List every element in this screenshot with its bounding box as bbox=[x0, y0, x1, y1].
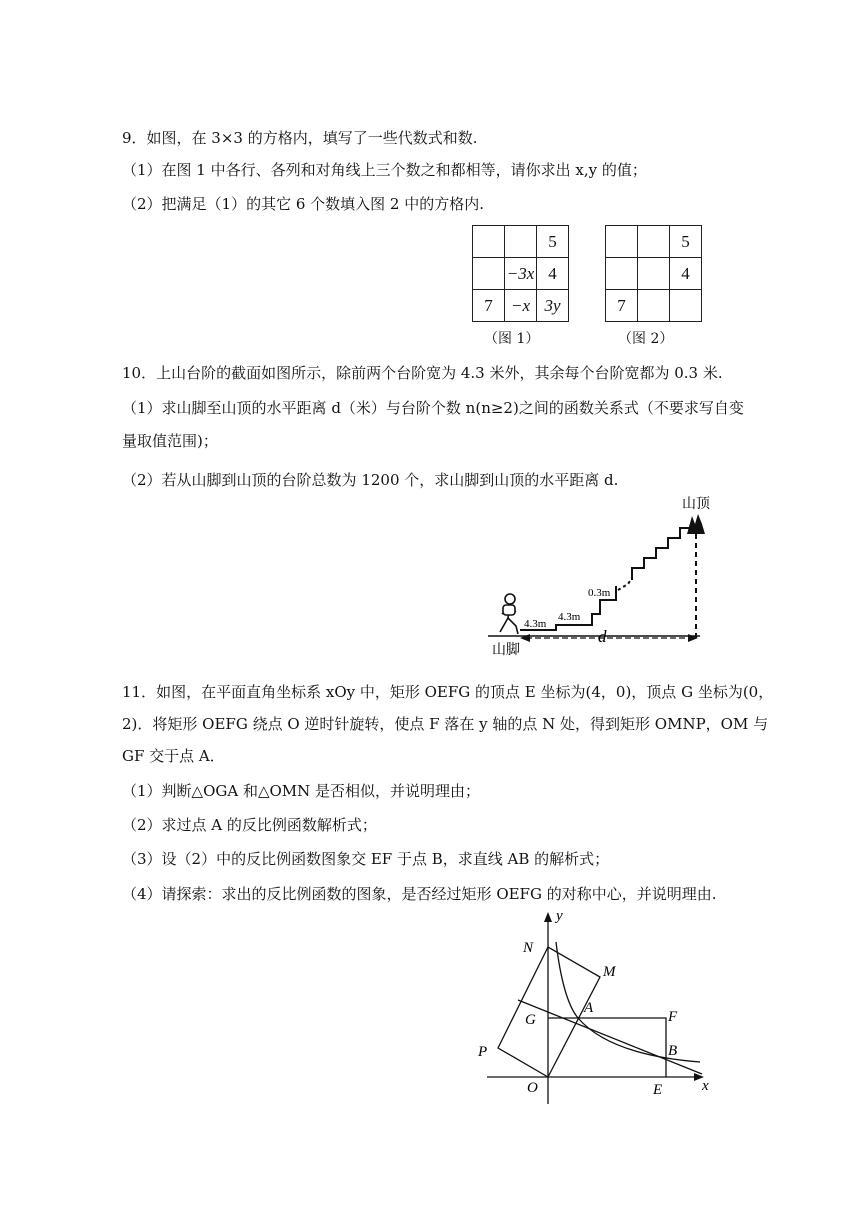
x-axis-label: x bbox=[702, 1078, 709, 1094]
fig1-cell: 7 bbox=[473, 290, 505, 322]
fig1-caption: （图 1） bbox=[484, 331, 540, 347]
point-p-label: P bbox=[478, 1044, 488, 1060]
point-b-label: B bbox=[668, 1043, 678, 1059]
fig2-cell: 7 bbox=[606, 290, 638, 322]
q11-title-cont2: GF 交于点 A． bbox=[122, 747, 225, 765]
q11-title-cont1: 2)．将矩形 OEFG 绕点 O 逆时针旋转，使点 F 落在 y 轴的点 N 处，得到矩形 OMNP，OM 与 bbox=[122, 715, 769, 733]
q11-part3: （3）设（2）中的反比例函数图象交 EF 于点 B，求直线 AB 的解析式； bbox=[122, 850, 610, 868]
q10-part2: （2）若从山脚到山顶的台阶总数为 1200 个，求山脚到山顶的水平距离 d. bbox=[122, 471, 619, 489]
q9-title: 9．如图，在 3×3 的方格内，填写了一些代数式和数. bbox=[122, 129, 478, 147]
fig1-cell: 5 bbox=[537, 226, 569, 258]
q11-title: 11．如图，在平面直角坐标系 xOy 中，矩形 OEFG 的顶点 E 坐标为(4，0)，顶点 G 坐标为(0， bbox=[122, 683, 774, 701]
step-width-label: 0.3m bbox=[588, 587, 611, 599]
fig1-cell: 4 bbox=[537, 258, 569, 290]
distance-label: d bbox=[598, 627, 607, 646]
point-e-label: E bbox=[653, 1082, 663, 1098]
q11-part4: （4）请探索：求出的反比例函数的图象，是否经过矩形 OEFG 的对称中心，并说明理由. bbox=[122, 885, 717, 903]
foot-label: 山脚 bbox=[492, 643, 520, 658]
fig1-cell: −3x bbox=[505, 258, 537, 290]
point-f-label: F bbox=[668, 1009, 678, 1025]
q9-part2: （2）把满足（1）的其它 6 个数填入图 2 中的方格内. bbox=[122, 195, 485, 213]
point-n-label: N bbox=[523, 940, 534, 956]
step2-width-label: 4.3m bbox=[558, 611, 581, 623]
summit-label: 山顶 bbox=[682, 497, 710, 512]
q11-part2: （2）求过点 A 的反比例函数解析式； bbox=[122, 816, 377, 834]
q11-part1: （1）判断△OGA 和△OMN 是否相似，并说明理由； bbox=[122, 782, 481, 800]
y-axis-arrow bbox=[544, 912, 552, 922]
step1-width-label: 4.3m bbox=[524, 618, 547, 630]
fig2-cell: 4 bbox=[670, 258, 702, 290]
point-m-label: M bbox=[603, 964, 616, 980]
q10-part1-cont: 量取值范围)； bbox=[122, 432, 218, 450]
q10-part1: （1）求山脚至山顶的水平距离 d（米）与台阶个数 n(n≥2)之间的函数关系式（不要求写自变 bbox=[122, 399, 744, 417]
point-o-label: O bbox=[527, 1080, 538, 1096]
fig1-cell: −x bbox=[505, 290, 537, 322]
fig2-caption: （图 2） bbox=[618, 331, 674, 347]
y-axis-label: y bbox=[556, 908, 563, 924]
q10-title: 10．上山台阶的截面如图所示，除前两个台阶宽为 4.3 米外，其余每个台阶宽都为 0.3 米. bbox=[122, 364, 723, 382]
point-g-label: G bbox=[525, 1012, 536, 1028]
fig1-cell: 3y bbox=[537, 290, 569, 322]
q9-part1: （1）在图 1 中各行、各列和对角线上三个数之和都相等，请你求出 x,y 的值； bbox=[122, 161, 647, 179]
rectangle-oefg bbox=[548, 1018, 666, 1077]
fig2-cell: 5 bbox=[670, 226, 702, 258]
point-a-label: A bbox=[584, 1000, 594, 1016]
